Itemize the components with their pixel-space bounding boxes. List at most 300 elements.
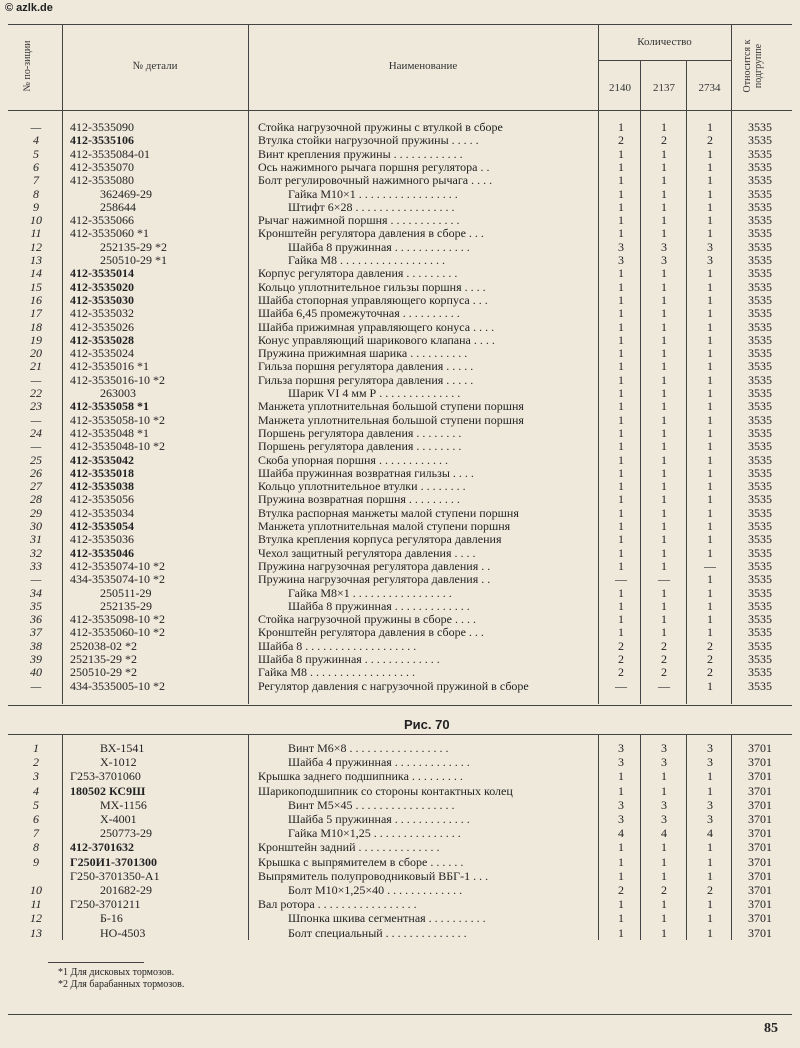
- table-row: [0, 560, 800, 573]
- table-row: [0, 374, 800, 387]
- row-part-number: Г250-3701211: [70, 897, 141, 912]
- row-name: Гильза поршня регулятора давления . . . . .: [258, 360, 474, 374]
- row-name: Чехол защитный регулятора давления . . . .: [258, 546, 476, 560]
- row-part-number: 412-3535030: [70, 292, 134, 307]
- row-qty-2140: 1: [618, 332, 624, 347]
- row-part-number: ВХ-1541: [100, 741, 145, 755]
- row-qty-2137: 1: [661, 279, 667, 294]
- row-position: —: [30, 372, 42, 387]
- row-name: Болт М10×1,25×40 . . . . . . . . . . . . .: [288, 884, 463, 897]
- row-part-number: 412-3535080: [70, 173, 134, 188]
- row-qty-2137: 1: [661, 266, 667, 281]
- row-subgroup: 3701: [748, 868, 772, 883]
- row-qty-2734: 1: [707, 612, 713, 627]
- row-qty-2140: 1: [618, 585, 624, 600]
- table-row: [0, 134, 800, 147]
- table-row: [0, 870, 800, 883]
- row-name: Шайба 8 пружинная . . . . . . . . . . . . .: [288, 240, 470, 254]
- row-qty-2140: 1: [618, 372, 624, 387]
- row-qty-2734: 1: [707, 465, 713, 480]
- row-position: 27: [30, 479, 42, 494]
- row-subgroup: 3535: [748, 253, 772, 267]
- row-name: Выпрямитель полупроводниковый ВБГ-1 . . .: [258, 869, 489, 883]
- row-qty-2137: 1: [661, 465, 667, 480]
- row-name: Кронштейн задний . . . . . . . . . . . . . .: [258, 841, 440, 855]
- row-position: 7: [33, 173, 39, 188]
- row-name: Шайба пружинная возвратная гильзы . . . .: [258, 466, 474, 480]
- row-qty-2140: 1: [618, 213, 624, 228]
- row-subgroup: 3701: [748, 769, 772, 784]
- row-name: Кронштейн регулятора давления в сборе . . .: [258, 227, 484, 241]
- row-name: Шпонка шкива сегментная . . . . . . . . . .: [288, 912, 486, 926]
- header-bottom-rule: [8, 110, 792, 111]
- row-qty-2140: 2: [618, 638, 624, 653]
- row-position: 6: [33, 159, 39, 174]
- table-row: [0, 294, 800, 307]
- table-row: [0, 267, 800, 280]
- row-qty-2137: 1: [661, 332, 667, 347]
- table-row: [0, 680, 800, 693]
- row-qty-2140: 1: [618, 840, 624, 855]
- table-row: [0, 666, 800, 679]
- row-qty-2140: 1: [618, 519, 624, 533]
- header-m2: 2137: [653, 82, 675, 94]
- row-position: 1: [33, 741, 39, 755]
- row-qty-2140: 1: [618, 505, 624, 520]
- row-qty-2137: 1: [661, 769, 667, 784]
- row-subgroup: 3535: [748, 239, 772, 254]
- row-part-number: 412-3535060-10 *2: [70, 625, 165, 640]
- row-qty-2734: 1: [707, 346, 713, 361]
- row-qty-2140: 3: [618, 755, 624, 770]
- header-part: № детали: [132, 60, 178, 72]
- table-row: [0, 214, 800, 227]
- row-position: 29: [30, 505, 42, 520]
- table-row: [0, 467, 800, 480]
- row-qty-2140: 1: [618, 558, 624, 573]
- row-qty-2734: 1: [707, 479, 713, 494]
- table-row: [0, 161, 800, 174]
- row-name: Гайка М10×1 . . . . . . . . . . . . . . . . .: [288, 187, 458, 201]
- row-position: —: [30, 120, 42, 134]
- table-row: [0, 241, 800, 254]
- row-qty-2734: 1: [707, 911, 713, 926]
- header-group: Относится к подгруппе: [742, 39, 764, 93]
- row-qty-2137: 1: [661, 425, 667, 440]
- row-qty-2137: 1: [661, 386, 667, 400]
- row-qty-2140: 1: [618, 769, 624, 784]
- row-part-number: 412-3535020: [70, 279, 134, 294]
- row-qty-2734: 1: [707, 173, 713, 188]
- row-part-number: 412-3535054: [70, 519, 134, 533]
- row-qty-2734: 1: [707, 332, 713, 347]
- row-name: Конус управляющий шарикового клапана . . . .: [258, 333, 495, 347]
- table-row: [0, 770, 800, 783]
- table-row: [0, 927, 800, 940]
- row-position: 37: [30, 625, 42, 640]
- row-subgroup: 3535: [748, 505, 772, 520]
- row-part-number: Г250И1-3701300: [70, 854, 157, 869]
- row-name: Поршень регулятора давления . . . . . . . .: [258, 440, 462, 454]
- row-position: 26: [30, 465, 42, 480]
- row-qty-2137: 1: [661, 911, 667, 926]
- header-top-rule: [8, 24, 792, 25]
- row-qty-2140: 1: [618, 412, 624, 427]
- row-qty-2137: 1: [661, 292, 667, 307]
- table-row: [0, 573, 800, 586]
- row-name: Скоба упорная поршня . . . . . . . . . . . .: [258, 453, 448, 467]
- row-qty-2137: 2: [661, 652, 667, 666]
- table-row: [0, 427, 800, 440]
- table-row: [0, 227, 800, 240]
- row-subgroup: 3535: [748, 399, 772, 414]
- row-qty-2734: 1: [707, 186, 713, 201]
- row-name: Пружина прижимная шарика . . . . . . . . . .: [258, 347, 468, 361]
- row-subgroup: 3535: [748, 558, 772, 573]
- row-qty-2734: 3: [707, 253, 713, 267]
- row-qty-2137: 1: [661, 558, 667, 573]
- row-part-number: 263003: [100, 386, 136, 400]
- row-subgroup: 3701: [748, 840, 772, 855]
- row-name: Пружина нагрузочная регулятора давления . .: [258, 559, 491, 573]
- row-position: 20: [30, 346, 42, 361]
- row-position: 10: [30, 883, 42, 897]
- row-qty-2137: 1: [661, 199, 667, 214]
- row-name: Шайба 8 пружинная . . . . . . . . . . . . .: [288, 599, 470, 613]
- row-qty-2734: 2: [707, 638, 713, 653]
- row-name: Шайба 6,45 промежуточная . . . . . . . . . .: [258, 307, 460, 321]
- row-qty-2140: 1: [618, 439, 624, 454]
- row-qty-2734: 1: [707, 925, 713, 940]
- row-subgroup: 3535: [748, 652, 772, 666]
- row-part-number: 252135-29: [100, 598, 152, 613]
- row-qty-2137: 1: [661, 612, 667, 627]
- row-subgroup: 3535: [748, 465, 772, 480]
- row-qty-2137: 3: [661, 812, 667, 826]
- row-subgroup: 3535: [748, 146, 772, 161]
- row-subgroup: 3701: [748, 755, 772, 770]
- row-name: Шайба 8 пружинная . . . . . . . . . . . . .: [258, 653, 440, 666]
- row-name: Кольцо уплотнительное гильзы поршня . . . .: [258, 280, 486, 294]
- row-subgroup: 3701: [748, 883, 772, 897]
- row-name: Пружина нагрузочная регулятора давления . .: [258, 573, 491, 587]
- row-part-number: 412-3535098-10 *2: [70, 612, 165, 627]
- row-subgroup: 3535: [748, 532, 772, 547]
- row-part-number: Г253-3701060: [70, 769, 141, 784]
- row-subgroup: 3535: [748, 452, 772, 467]
- row-qty-2140: 1: [618, 319, 624, 334]
- row-qty-2734: 1: [707, 213, 713, 228]
- row-name: Шайба 4 пружинная . . . . . . . . . . . . .: [288, 756, 470, 770]
- row-subgroup: 3535: [748, 120, 772, 134]
- row-position: 4: [33, 783, 39, 798]
- row-name: Манжета уплотнительная большой ступени поршня: [258, 400, 524, 414]
- table-row: [0, 360, 800, 373]
- row-position: 15: [30, 279, 42, 294]
- row-subgroup: 3535: [748, 226, 772, 241]
- row-part-number: 412-3535014: [70, 266, 134, 281]
- row-qty-2734: 3: [707, 812, 713, 826]
- row-name: Кронштейн регулятора давления в сборе . . .: [258, 626, 484, 640]
- table-row: [0, 898, 800, 911]
- row-part-number: 412-3701632: [70, 840, 134, 855]
- table-row: [0, 507, 800, 520]
- figure-title: Рис. 70: [404, 717, 450, 732]
- row-part-number: 412-3535028: [70, 332, 134, 347]
- row-qty-2734: 1: [707, 359, 713, 374]
- row-qty-2140: 1: [618, 120, 624, 134]
- table-row: [0, 307, 800, 320]
- row-part-number: 412-3535070: [70, 159, 134, 174]
- row-subgroup: 3701: [748, 812, 772, 826]
- row-qty-2140: 1: [618, 306, 624, 321]
- row-qty-2140: 1: [618, 492, 624, 507]
- row-name: Крышка с выпрямителем в сборе . . . . . .: [258, 855, 464, 869]
- row-qty-2137: 1: [661, 173, 667, 188]
- row-qty-2140: 1: [618, 199, 624, 214]
- table-row: [0, 547, 800, 560]
- row-qty-2137: 1: [661, 519, 667, 533]
- row-qty-2140: 3: [618, 797, 624, 812]
- row-name: Штифт 6×28 . . . . . . . . . . . . . . . . .: [288, 200, 455, 214]
- row-part-number: 252135-29 *2: [100, 239, 167, 254]
- watermark: © azlk.de: [5, 2, 53, 14]
- row-qty-2137: 1: [661, 412, 667, 427]
- row-qty-2140: 2: [618, 652, 624, 666]
- row-qty-2137: 1: [661, 492, 667, 507]
- row-qty-2734: 1: [707, 146, 713, 161]
- qty-subheader-rule: [598, 60, 731, 61]
- row-qty-2137: 1: [661, 452, 667, 467]
- row-name: Гильза поршня регулятора давления . . . . .: [258, 373, 474, 387]
- row-qty-2137: 1: [661, 505, 667, 520]
- row-position: 8: [33, 840, 39, 855]
- row-part-number: Б-16: [100, 911, 123, 926]
- row-qty-2734: 3: [707, 755, 713, 770]
- row-part-number: 434-3535005-10 *2: [70, 678, 165, 693]
- row-position: 30: [30, 519, 42, 533]
- row-subgroup: 3535: [748, 665, 772, 680]
- row-qty-2140: 1: [618, 897, 624, 912]
- table-row: [0, 587, 800, 600]
- row-name: Винт М6×8 . . . . . . . . . . . . . . . . .: [288, 742, 449, 755]
- row-qty-2734: 1: [707, 868, 713, 883]
- row-name: Винт М5×45 . . . . . . . . . . . . . . . . .: [288, 798, 455, 812]
- row-qty-2137: 1: [661, 532, 667, 547]
- row-position: —: [30, 678, 42, 693]
- row-qty-2734: 1: [707, 572, 713, 587]
- row-position: 9: [33, 199, 39, 214]
- row-position: 10: [30, 213, 42, 228]
- table-row: [0, 912, 800, 925]
- row-qty-2734: 1: [707, 226, 713, 241]
- row-position: 39: [30, 652, 42, 666]
- row-qty-2137: 1: [661, 625, 667, 640]
- row-subgroup: 3535: [748, 678, 772, 693]
- row-qty-2140: 1: [618, 399, 624, 414]
- row-qty-2140: 2: [618, 133, 624, 148]
- row-part-number: 362469-29: [100, 186, 152, 201]
- row-qty-2140: 1: [618, 598, 624, 613]
- page-bottom-rule: [8, 1014, 792, 1015]
- row-position: 6: [33, 812, 39, 826]
- row-qty-2734: 2: [707, 665, 713, 680]
- row-part-number: Х-1012: [100, 755, 137, 770]
- row-qty-2137: 1: [661, 319, 667, 334]
- row-position: 40: [30, 665, 42, 680]
- row-position: 33: [30, 558, 42, 573]
- row-part-number: 250773-29: [100, 826, 152, 841]
- row-position: 11: [30, 897, 42, 912]
- row-qty-2734: 3: [707, 741, 713, 755]
- row-position: 7: [33, 826, 39, 841]
- row-part-number: 412-3535106: [70, 133, 134, 148]
- row-qty-2734: 4: [707, 826, 713, 841]
- row-qty-2734: 1: [707, 452, 713, 467]
- row-qty-2734: 2: [707, 133, 713, 148]
- row-position: 3: [33, 769, 39, 784]
- row-qty-2734: 1: [707, 279, 713, 294]
- header-qty: Количество: [637, 36, 692, 48]
- row-qty-2137: 1: [661, 399, 667, 414]
- row-part-number: 412-3535024: [70, 346, 134, 361]
- row-qty-2137: —: [658, 572, 670, 587]
- row-name: Шарик VI 4 мм Р . . . . . . . . . . . . . .: [288, 387, 461, 400]
- table-row: [0, 400, 800, 413]
- table-row: [0, 827, 800, 840]
- row-subgroup: 3535: [748, 292, 772, 307]
- row-qty-2140: 1: [618, 625, 624, 640]
- row-qty-2140: 1: [618, 159, 624, 174]
- row-subgroup: 3535: [748, 612, 772, 627]
- row-name: Болт специальный . . . . . . . . . . . . . .: [288, 926, 467, 940]
- row-position: 25: [30, 452, 42, 467]
- table-row: [0, 742, 800, 755]
- row-part-number: 412-3535046: [70, 545, 134, 560]
- row-position: 8: [33, 186, 39, 201]
- row-name: Гайка М8 . . . . . . . . . . . . . . . . . .: [258, 666, 416, 680]
- table-row: [0, 347, 800, 360]
- row-position: 28: [30, 492, 42, 507]
- table-row: [0, 841, 800, 854]
- row-subgroup: 3535: [748, 519, 772, 533]
- table-row: [0, 387, 800, 400]
- row-part-number: 434-3535074-10 *2: [70, 572, 165, 587]
- table-row: [0, 188, 800, 201]
- row-subgroup: 3535: [748, 319, 772, 334]
- row-name: Рычаг нажимной поршня . . . . . . . . . . . .: [258, 214, 460, 228]
- row-part-number: 250511-29: [100, 585, 152, 600]
- row-subgroup: 3535: [748, 133, 772, 148]
- row-qty-2734: 1: [707, 769, 713, 784]
- row-qty-2137: 2: [661, 638, 667, 653]
- row-name: Регулятор давления с нагрузочной пружиной в сборе: [258, 679, 529, 693]
- row-position: 38: [30, 638, 42, 653]
- row-qty-2140: 3: [618, 239, 624, 254]
- row-part-number: 412-3535074-10 *2: [70, 558, 165, 573]
- row-name: Болт регулировочный нажимного рычага . . . .: [258, 174, 493, 188]
- row-name: Шайба стопорная управляющего корпуса . . .: [258, 293, 488, 307]
- row-position: 19: [30, 332, 42, 347]
- row-qty-2137: 3: [661, 797, 667, 812]
- row-qty-2137: 1: [661, 783, 667, 798]
- row-part-number: 412-3535060 *1: [70, 226, 149, 241]
- row-subgroup: 3535: [748, 386, 772, 400]
- row-qty-2140: 1: [618, 868, 624, 883]
- table-row: [0, 201, 800, 214]
- row-position: 9: [33, 854, 39, 869]
- table-row: [0, 600, 800, 613]
- row-qty-2140: 1: [618, 452, 624, 467]
- row-name: Вал ротора . . . . . . . . . . . . . . . . .: [258, 898, 417, 912]
- table2-top-rule: [8, 734, 792, 735]
- row-qty-2137: 1: [661, 159, 667, 174]
- row-qty-2140: 1: [618, 359, 624, 374]
- row-position: 36: [30, 612, 42, 627]
- row-part-number: МХ-1156: [100, 797, 147, 812]
- row-qty-2140: 1: [618, 545, 624, 560]
- row-name: Гайка М8 . . . . . . . . . . . . . . . . . .: [288, 254, 446, 267]
- row-part-number: Г250-3701350-А1: [70, 868, 160, 883]
- table-row: [0, 148, 800, 161]
- row-name: Втулка стойки нагрузочной пружины . . . . .: [258, 134, 479, 148]
- table-row: [0, 640, 800, 653]
- row-position: 4: [33, 133, 39, 148]
- row-qty-2140: 1: [618, 612, 624, 627]
- row-qty-2734: 1: [707, 505, 713, 520]
- row-name: Крышка заднего подшипника . . . . . . . . .: [258, 770, 463, 784]
- row-qty-2140: 2: [618, 665, 624, 680]
- row-part-number: Х-4001: [100, 812, 137, 826]
- row-subgroup: 3701: [748, 925, 772, 940]
- header-m3: 2734: [698, 82, 721, 94]
- row-subgroup: 3535: [748, 638, 772, 653]
- row-part-number: 412-3535058-10 *2: [70, 412, 165, 427]
- row-name: Шайба прижимная управляющего конуса . . . .: [258, 320, 495, 334]
- row-qty-2734: 1: [707, 854, 713, 869]
- row-qty-2140: 3: [618, 253, 624, 267]
- table-row: [0, 613, 800, 626]
- row-part-number: 412-3535090: [70, 120, 134, 134]
- row-qty-2140: 1: [618, 146, 624, 161]
- row-subgroup: 3701: [748, 826, 772, 841]
- row-subgroup: 3535: [748, 173, 772, 188]
- row-qty-2734: 1: [707, 439, 713, 454]
- row-name: Ось нажимного рычага поршня регулятора . .: [258, 160, 490, 174]
- table-row: [0, 480, 800, 493]
- row-position: 34: [30, 585, 42, 600]
- row-subgroup: 3535: [748, 479, 772, 494]
- row-qty-2140: 1: [618, 386, 624, 400]
- row-subgroup: 3701: [748, 897, 772, 912]
- row-qty-2137: 1: [661, 306, 667, 321]
- row-name: Манжета уплотнительная большой ступени поршня: [258, 413, 524, 427]
- row-qty-2137: 1: [661, 372, 667, 387]
- row-part-number: 412-3535032: [70, 306, 134, 321]
- row-qty-2140: 1: [618, 425, 624, 440]
- row-part-number: 250510-29 *2: [70, 665, 137, 680]
- row-qty-2137: 2: [661, 665, 667, 680]
- table-row: [0, 799, 800, 812]
- row-part-number: 412-3535016 *1: [70, 359, 149, 374]
- table-row: [0, 281, 800, 294]
- row-qty-2734: 1: [707, 292, 713, 307]
- table-row: [0, 856, 800, 869]
- row-qty-2140: 1: [618, 279, 624, 294]
- row-position: 17: [30, 306, 42, 321]
- row-part-number: 201682-29: [100, 883, 152, 897]
- row-position: 22: [30, 386, 42, 400]
